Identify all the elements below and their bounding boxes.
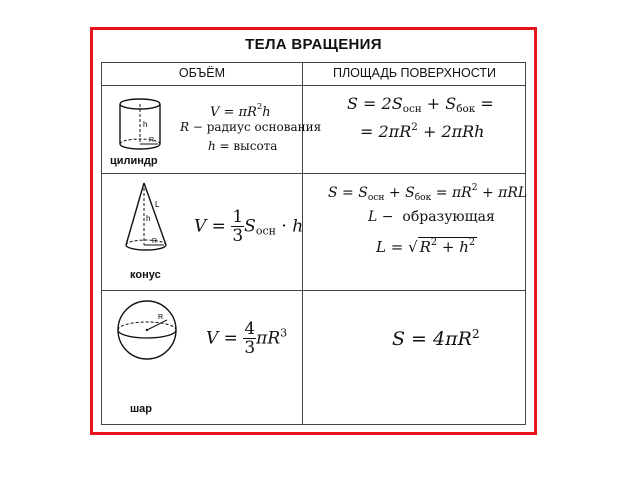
cylinder-h-label: h <box>143 120 148 129</box>
row-divider <box>102 290 525 291</box>
cylinder-surface-line1: $S = 2S_{осн} + S_{бок}$ = <box>347 94 494 115</box>
header-volume: ОБЪЁМ <box>178 66 226 80</box>
formula-table <box>101 62 526 425</box>
row-divider <box>102 173 525 174</box>
sphere-volume: V = $\frac{4}{3}$ $\pi R^3$ <box>206 319 288 358</box>
cylinder-caption: цилиндр <box>110 155 158 167</box>
page-title: ТЕЛА ВРАЩЕНИЯ <box>245 36 382 53</box>
sphere-caption: шар <box>130 403 153 415</box>
sphere-diagram <box>112 298 182 362</box>
cylinder-diagram <box>112 98 182 158</box>
cone-caption: конус <box>130 269 161 281</box>
cone-r-label: R <box>152 238 158 245</box>
cylinder-h-desc: h = высота <box>208 139 278 153</box>
header-surface: ПЛОЩАДЬ ПОВЕРХНОСТИ <box>332 66 496 80</box>
cone-l-formula: L = √ $R^2 + h^2$ <box>376 237 476 256</box>
header-divider <box>102 85 525 86</box>
cylinder-surface-line2: = $2\pi R^2 + 2\pi Rh$ <box>360 121 485 141</box>
sphere-surface: $S = 4\pi R^2$ <box>392 327 480 350</box>
cone-l-desc: L − образующая <box>368 209 495 225</box>
cone-diagram <box>122 181 182 261</box>
cylinder-volume: $V = \pi R^2h$ <box>210 101 271 120</box>
sphere-r-label: R <box>158 314 164 321</box>
cone-volume: V = $\frac{1}{3}$ $S_{осн} \cdot h$ <box>194 207 304 246</box>
cone-h-label: h <box>146 214 151 223</box>
table-frame <box>90 27 537 435</box>
cylinder-r-desc: R − радиус основания <box>180 120 322 134</box>
cone-l-label: L <box>155 200 160 209</box>
cone-surface-line1: $S = S_{осн} + S_{бок} = \pi R^2 + \pi RL$ <box>328 183 528 203</box>
cylinder-r-label: R <box>149 137 155 144</box>
